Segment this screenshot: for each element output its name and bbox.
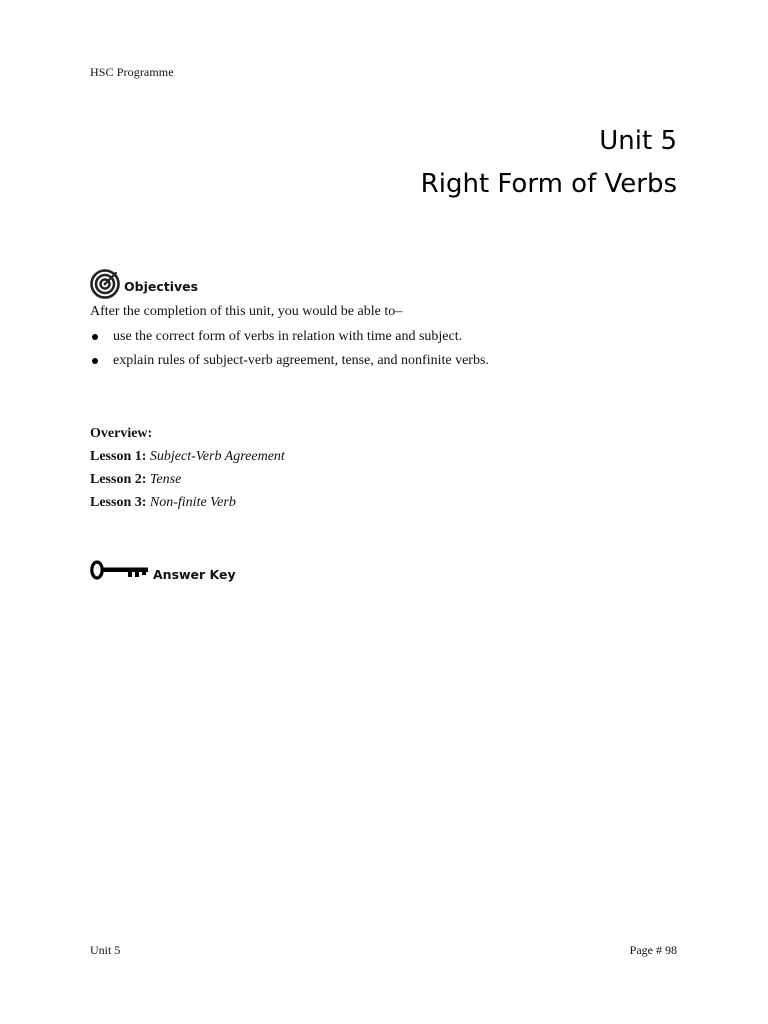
unit-number: Unit 5 <box>599 126 677 156</box>
lesson-label: Lesson 1: <box>90 449 147 464</box>
lesson-title: Subject-Verb Agreement <box>149 449 285 464</box>
lesson-item <box>90 468 285 491</box>
overview-heading: Overview: <box>90 426 153 441</box>
footer-page-number: Page # 98 <box>629 943 677 957</box>
lesson-title: Non-finite Verb <box>149 495 236 510</box>
answer-key-heading <box>90 559 236 581</box>
lesson-item <box>90 445 285 468</box>
objectives-list <box>90 328 489 376</box>
page-header: HSC Programme <box>90 65 174 79</box>
objectives-heading <box>90 268 198 300</box>
target-icon <box>90 269 120 299</box>
answer-key-label: Answer Key <box>153 567 236 582</box>
key-icon <box>90 559 150 581</box>
bullet-icon <box>92 358 98 364</box>
objectives-label: Objectives <box>124 278 199 294</box>
unit-title-block <box>421 120 677 206</box>
lesson-title: Tense <box>149 472 182 487</box>
unit-name: Right Form of Verbs <box>420 169 677 199</box>
lesson-label: Lesson 2: <box>90 472 147 487</box>
list-item <box>90 328 489 352</box>
objective-text: explain rules of subject-verb agreement, tense, and nonfinite verbs. <box>113 353 489 368</box>
list-item <box>90 352 489 376</box>
lesson-label: Lesson 3: <box>90 495 147 510</box>
lesson-item <box>90 491 285 514</box>
overview-section <box>90 422 285 514</box>
bullet-icon <box>92 334 98 340</box>
footer-unit: Unit 5 <box>90 943 121 957</box>
objective-text: use the correct form of verbs in relation with time and subject. <box>113 329 463 344</box>
objectives-intro: After the completion of this unit, you would be able to– <box>90 304 403 319</box>
